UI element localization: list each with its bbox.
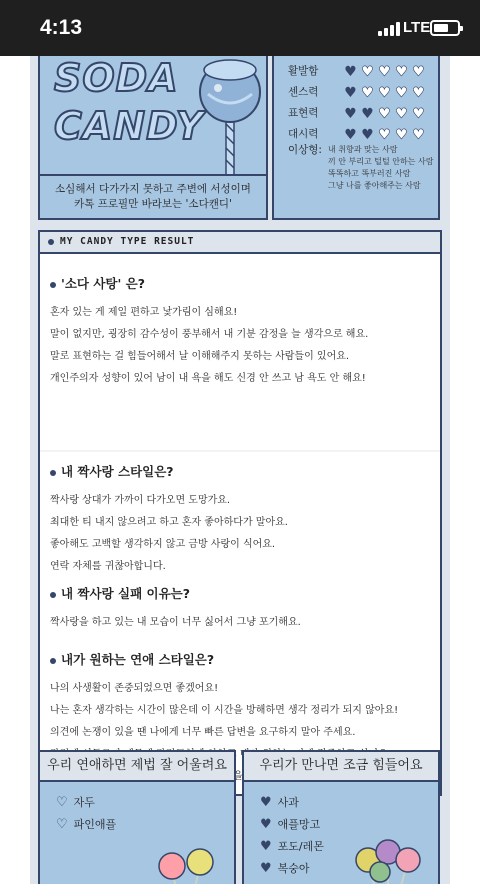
network-type: LTE (403, 19, 431, 36)
ideal-type-item: 끼 안 부리고 털털 안하는 사람 (328, 157, 434, 166)
section-line: 연락 자체를 귀찮아합니다. (50, 561, 166, 572)
section-title-text: 내 짝사랑 실패 이유는? (61, 586, 190, 601)
section-title (50, 650, 436, 668)
status-bar (0, 0, 480, 56)
stats-card (272, 56, 440, 220)
heart-empty-icon: ♥ (378, 106, 391, 122)
ideal-type-item: 똑똑하고 똑부러진 사람 (328, 169, 411, 178)
bad-match-item-label: 복숭아 (277, 862, 310, 875)
heart-filled-icon: ♥ (344, 106, 357, 122)
heart-rating (342, 103, 427, 122)
bad-match-item (260, 816, 320, 832)
divider (40, 450, 440, 452)
broken-heart-icon: ♥ (260, 795, 272, 810)
result-box (38, 230, 442, 796)
heart-filled-icon: ♥ (344, 127, 357, 143)
good-match-item (56, 794, 95, 810)
section-line: 말로 표현하는 걸 힘들어해서 날 이해해주지 못하는 사람들이 있어요. (50, 351, 350, 362)
heart-filled-icon: ♥ (344, 85, 357, 101)
bullet-icon (50, 282, 56, 288)
section-line: 나는 혼자 생각하는 시간이 많은데 이 시간을 방해하면 생각 정리가 되지 않아요! (50, 705, 399, 716)
bad-match-item (260, 860, 310, 876)
result-page[interactable] (0, 56, 480, 884)
heart-rating (342, 82, 427, 101)
bad-match-item (260, 838, 324, 854)
caption-line: 카톡 프로필만 바라보는 '소다캔디' (74, 198, 232, 210)
bullet-icon (50, 470, 56, 476)
heart-filled-icon: ♥ (361, 106, 374, 122)
section-crush-style (50, 462, 436, 578)
bad-match-item-label: 포도/레몬 (277, 840, 324, 853)
heart-empty-icon: ♥ (395, 64, 408, 80)
result-header (40, 232, 440, 254)
heart-icon: ♡ (56, 817, 68, 832)
stat-label: 표현력 (288, 107, 319, 119)
bad-match-item (260, 794, 299, 810)
bad-match-item-label: 애플망고 (277, 818, 321, 831)
good-match-title: 우리 연애하면 제법 잘 어울려요 (40, 752, 234, 782)
heart-empty-icon: ♥ (412, 106, 425, 122)
stat-label: 활발함 (288, 65, 319, 77)
section-title (50, 274, 436, 292)
section-about (50, 274, 436, 390)
candy-type-card (38, 56, 268, 220)
bad-match-card (242, 750, 440, 884)
result-header-title: MY CANDY TYPE RESULT (60, 236, 195, 247)
heart-filled-icon: ♥ (344, 64, 357, 80)
good-match-card (38, 750, 236, 884)
section-line: 최대한 티 내지 않으려고 하고 혼자 좋아하다가 말아요. (50, 517, 288, 528)
caption-line: 소심해서 다가가지 못하고 주변에 서성이며 (55, 183, 251, 195)
header-dot-icon (48, 239, 54, 245)
ideal-type-item: 그냥 나를 좋아해주는 사람 (328, 181, 421, 190)
bullet-icon (50, 658, 56, 664)
heart-empty-icon: ♥ (395, 85, 408, 101)
heart-empty-icon: ♥ (412, 85, 425, 101)
section-crush-fail (50, 584, 436, 634)
section-line: 개인주의자 성향이 있어 남이 내 욕을 해도 신경 안 쓰고 남 욕도 안 해요! (50, 373, 366, 384)
heart-icon: ♡ (56, 795, 68, 810)
stat-row-activity (288, 60, 438, 80)
heart-empty-icon: ♥ (412, 64, 425, 80)
heart-filled-icon: ♥ (361, 127, 374, 143)
bad-match-title: 우리가 만나면 조금 힘들어요 (244, 752, 438, 782)
ideal-type-label: 이상형: (288, 144, 322, 156)
section-line: 의견에 논쟁이 있을 땐 나에게 너무 빠른 답변을 요구하지 말아 주세요. (50, 727, 356, 738)
heart-empty-icon: ♥ (361, 64, 374, 80)
heart-empty-icon: ♥ (395, 106, 408, 122)
cellular-signal-icon (378, 22, 400, 36)
ideal-type-list (328, 144, 433, 192)
battery-icon (430, 20, 460, 36)
good-match-item (56, 816, 116, 832)
section-title-text: 내 짝사랑 스타일은? (61, 464, 174, 479)
broken-heart-icon: ♥ (260, 839, 272, 854)
hand-lollipop-illustration (136, 842, 226, 884)
stat-label: 센스력 (288, 86, 319, 98)
section-title-text: 내가 원하는 연애 스타일은? (61, 652, 215, 667)
type-caption (40, 174, 266, 218)
section-title (50, 462, 436, 480)
broken-heart-icon: ♥ (260, 817, 272, 832)
section-line: 좋아해도 고백할 생각하지 않고 금방 사랑이 식어요. (50, 539, 276, 550)
section-title (50, 584, 436, 602)
heart-rating (342, 124, 427, 143)
bullet-icon (50, 592, 56, 598)
good-match-item-label: 자두 (73, 796, 95, 809)
hand-lollipop-bouquet-illustration (340, 832, 430, 884)
stat-row-expression (288, 102, 438, 122)
heart-empty-icon: ♥ (378, 127, 391, 143)
logo-text-candy: CANDY (54, 104, 205, 148)
heart-empty-icon: ♥ (378, 85, 391, 101)
section-line: 짝사랑을 하고 있는 내 모습이 너무 싫어서 그냥 포기해요. (50, 617, 301, 628)
broken-heart-icon: ♥ (260, 861, 272, 876)
section-line: 말이 없지만, 굉장히 감수성이 풍부해서 내 기분 감정을 늘 생각으로 해요. (50, 329, 369, 340)
logo-text-soda: SODA (54, 56, 179, 100)
clock: 4:13 (40, 16, 83, 39)
section-line: 혼자 있는 게 제일 편하고 낯가림이 심해요! (50, 307, 238, 318)
heart-rating (342, 61, 427, 80)
bad-match-item-label: 사과 (277, 796, 299, 809)
section-title-text: '소다 사탕' 은? (61, 276, 145, 291)
stat-label: 대시력 (288, 128, 319, 140)
heart-empty-icon: ♥ (395, 127, 408, 143)
heart-empty-icon: ♥ (361, 85, 374, 101)
heart-empty-icon: ♥ (378, 64, 391, 80)
lollipop-illustration (190, 56, 268, 182)
section-line: 짝사랑 상대가 가까이 다가오면 도망가요. (50, 495, 231, 506)
ideal-type-item: 내 취향과 맞는 사람 (328, 145, 398, 154)
heart-empty-icon: ♥ (412, 127, 425, 143)
good-match-item-label: 파인애플 (73, 818, 117, 831)
section-line: 나의 사생활이 존중되었으면 좋겠어요! (50, 683, 219, 694)
stat-row-dash (288, 123, 438, 143)
stat-row-sense (288, 81, 438, 101)
